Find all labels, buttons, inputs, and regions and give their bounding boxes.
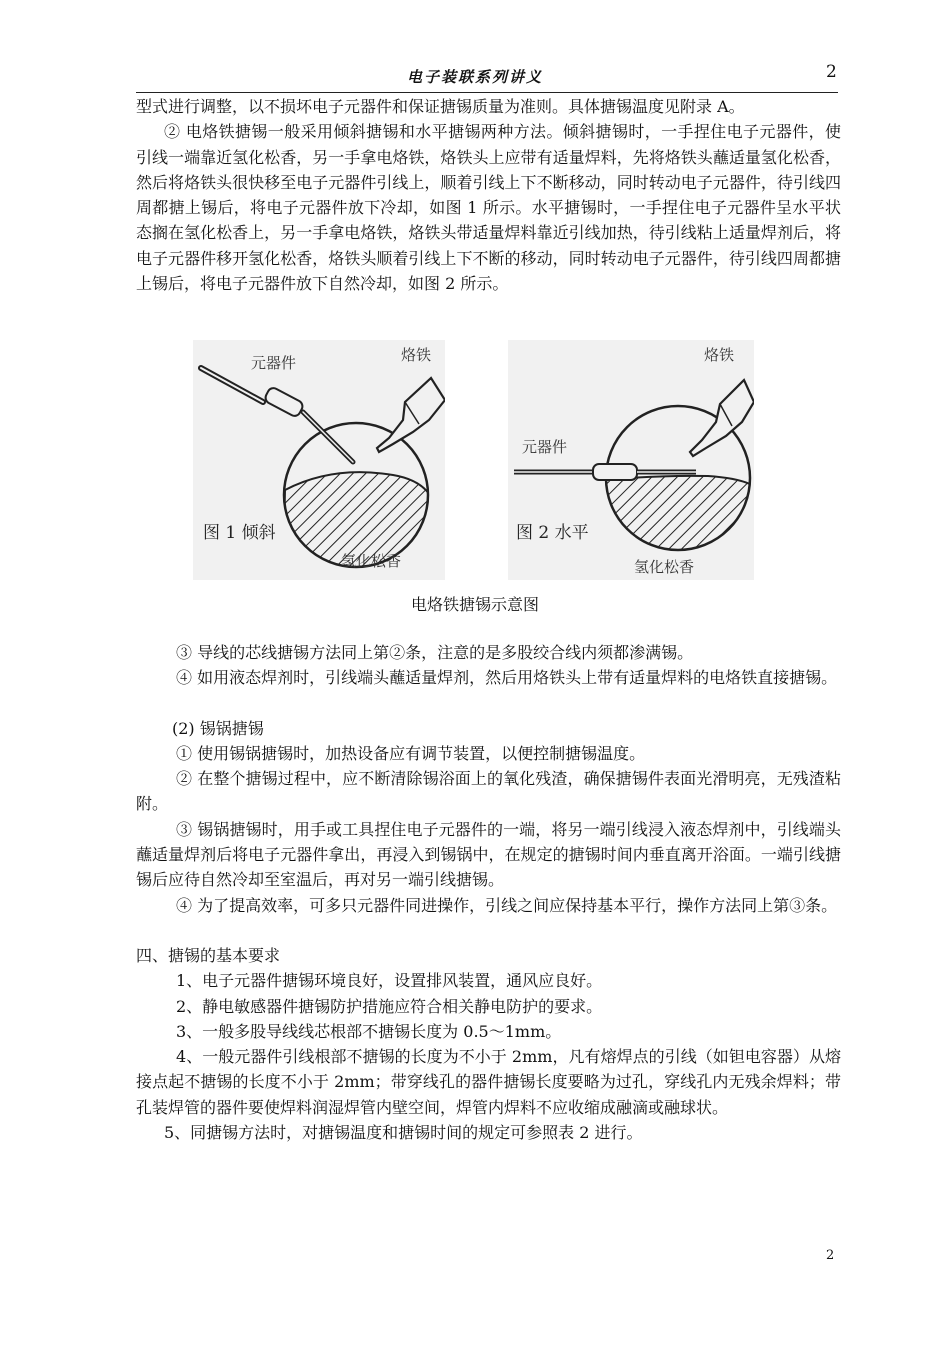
rosin-label: 氢化松香 [634,558,695,576]
footer-page-number: 2 [826,1248,835,1263]
paragraph: ② 在整个搪锡过程中，应不断清除锡浴面上的氧化残渣，确保搪锡件表面光滑明亮，无残渣粘附。 [136,769,841,814]
component-body [263,386,304,418]
header-title: 电子装联系列讲义 [406,68,543,86]
header-divider [136,92,838,93]
paragraph: ③ 导线的芯线搪锡方法同上第②条，注意的是多股绞合线内须都渗满锡。 [176,643,694,662]
paragraph: ① 使用锡锅搪锡时，加热设备应有调节装置，以便控制搪锡温度。 [176,743,646,763]
body-text-top [136,94,841,296]
rosin-label: 氢化松香 [341,552,402,570]
iron-label: 烙铁 [401,346,432,364]
component-label: 元器件 [251,354,297,372]
paragraph: 型式进行调整，以不损坏电子元器件和保证搪锡质量为准则。具体搪锡温度见附录 A。 [136,97,745,116]
paragraph: ③ 锡锅搪锡时，用手或工具捏住电子元器件的一端，将另一端引线浸入液态焊剂中，引线端头蘸适量焊剂后将电子元器件拿出，再浸入到锡锅中，在规定的搪锡时间内垂直离开浴面。一端引线搪锡后应待自然冷却至室温后，再对另一端引线搪锡。 [136,819,841,890]
tilted-soldering-illustration [193,340,445,580]
requirement-item: 1、电子元器件搪锡环境良好，设置排风装置，通风应良好。 [176,971,603,991]
component-label: 元器件 [522,438,568,456]
figure-horizontal [508,340,754,580]
requirement-item: 5、同搪锡方法时，对搪锡温度和搪锡时间的规定可参照表 2 进行。 [164,1123,643,1143]
paragraph: ④ 为了提高效率，可多只元器件同进操作，引线之间应保持基本平行，操作方法同上第③条。 [176,895,838,915]
paragraph: ② 电烙铁搪锡一般采用倾斜搪锡和水平搪锡两种方法。倾斜搪锡时，一手捏住电子元器件，使引线一端靠近氢化松香，另一手拿电烙铁，烙铁头上应带有适量焊料，先将烙铁头蘸适量氢化松香，然后将烙铁头很快移至电子元器件引线上，顺着引线上下不断移动，同时转动电子元器件，待引线四周都搪上锡后，将电子元器件放下冷却，如图 1 所示。水平搪锡时，一手捏住电子元器件呈水平状态搁在氢化松香上，另一手拿电烙铁，烙铁头带适量焊料靠近引线加热，待引线粘上适量焊剂后，将电子元器件移开氢化松香，烙铁头顺着引线上下不断的移动，同时转动电子元器件，待引线四周都搪上锡后，将电子元器件放下自然冷却，如图 2 所示。 [136,122,841,294]
requirement-item: 2、静电敏感器件搪锡防护措施应符合相关静电防护的要求。 [176,996,603,1016]
header-page-number: 2 [826,62,837,82]
figure-2-caption: 图 2 水平 [516,523,589,543]
figure-1-caption: 图 1 倾斜 [203,523,276,543]
paragraph: ④ 如用液态焊剂时，引线端头蘸适量焊剂，然后用烙铁头上带有适量焊料的电烙铁直接搪锡。 [176,668,838,688]
component-body [593,464,637,480]
figure-tilted [193,340,445,580]
section-heading: (2) 锡锅搪锡 [172,718,264,738]
soldering-iron [690,380,754,456]
soldering-iron [377,378,445,452]
body-text-bottom [136,640,841,1145]
section-heading: 四、搪锡的基本要求 [136,945,281,965]
requirement-item: 4、一般元器件引线根部不搪锡的长度为不小于 2mm，凡有熔焊点的引线（如钽电容器）从熔接点起不搪锡的长度不小于 2mm；带穿线孔的器件搪锡长度要略为过孔，穿线孔内无残余焊料；带孔装焊管的器件要使焊料润湿焊管内壁空间，焊管内焊料不应收缩成融滴或融球状。 [136,1047,841,1117]
iron-label: 烙铁 [704,346,735,364]
figures-area [0,340,950,580]
figure-overall-caption: 电烙铁搪锡示意图 [410,595,539,614]
horizontal-soldering-illustration [508,340,754,580]
requirement-item: 3、一般多股导线线芯根部不搪锡长度为 0.5～1mm。 [176,1021,562,1041]
